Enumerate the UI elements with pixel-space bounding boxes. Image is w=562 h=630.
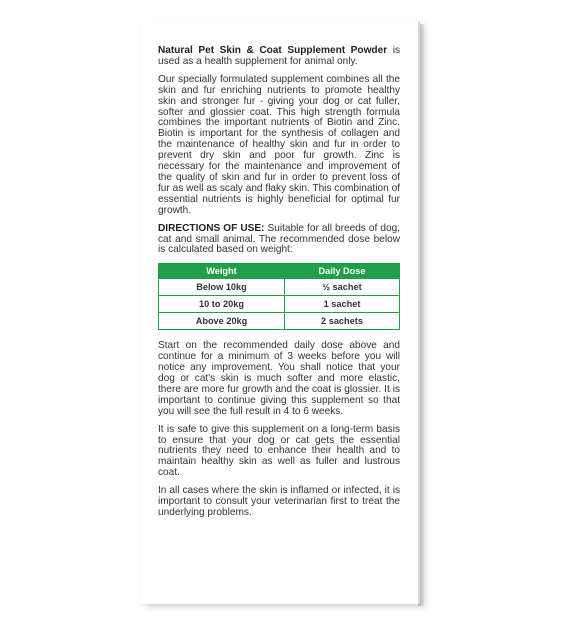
table-row <box>159 279 400 296</box>
intro-text: is used as a health supplement for animal only. <box>158 45 400 67</box>
weight-cell: 10 to 20kg <box>159 296 285 313</box>
long-term-paragraph: It is safe to give this supplement on a long-term basis to ensure that your dog or cat gets the essential nutrients they need to enhance their health and to maintain healthy skin as well as fuller and lustrous coat. <box>158 423 400 479</box>
intro-paragraph <box>158 46 400 68</box>
directions-text: Suitable for all breeds of dog, cat and small animal. The recommended dose below is calculated based on weight: <box>158 222 400 256</box>
dose-cell: 1 sachet <box>285 296 400 313</box>
dosage-table <box>158 263 400 330</box>
table-row <box>159 313 400 330</box>
dosage-table-header <box>159 264 400 279</box>
table-row <box>159 296 400 313</box>
weight-column-header: Weight <box>159 264 285 279</box>
product-description <box>158 46 400 526</box>
directions-heading: DIRECTIONS OF USE: <box>158 222 265 234</box>
dose-cell: ½ sachet <box>285 279 400 296</box>
product-info-panel <box>140 21 420 604</box>
dose-cell: 2 sachets <box>285 313 400 330</box>
product-name: Natural Pet Skin & Coat Supplement Powder <box>158 45 388 56</box>
directions-paragraph <box>158 224 400 257</box>
description-paragraph: Our specially formulated supplement combines all the skin and fur enriching nutrients to promote healthy skin and stronger fur - giving your dog or cat fuller, softer and glossier coat. This high strength formula combines the important nutrients of Biotin and Zinc. Biotin is important for the synthesis of collagen and the maintenance of healthy skin and fur in order to prevent dry skin and poor fur growth. Zinc is necessary for the maintenance and improvement of the quality of skin and fur in order to prevent loss of fur as well as scaly and flaky skin. This combination of essential nutrients is highly beneficial for optimal fur growth. <box>158 73 400 216</box>
weight-cell: Above 20kg <box>159 313 285 330</box>
caution-paragraph: In all cases where the skin is inflamed or infected, it is important to consult your veterinarian first to treat the underlying problems. <box>158 485 400 518</box>
daily-dose-column-header: Daily Dose <box>285 264 400 279</box>
weight-cell: Below 10kg <box>159 279 285 296</box>
usage-paragraph: Start on the recommended daily dose above and continue for a minimum of 3 weeks before you will notice any improvement. You shall notice that your dog or cat's skin is much softer and more elastic, there are more fur growth and the coat is glossier. It is important to continue giving this supplement so that you will see the full result in 4 to 6 weeks. <box>158 340 400 417</box>
